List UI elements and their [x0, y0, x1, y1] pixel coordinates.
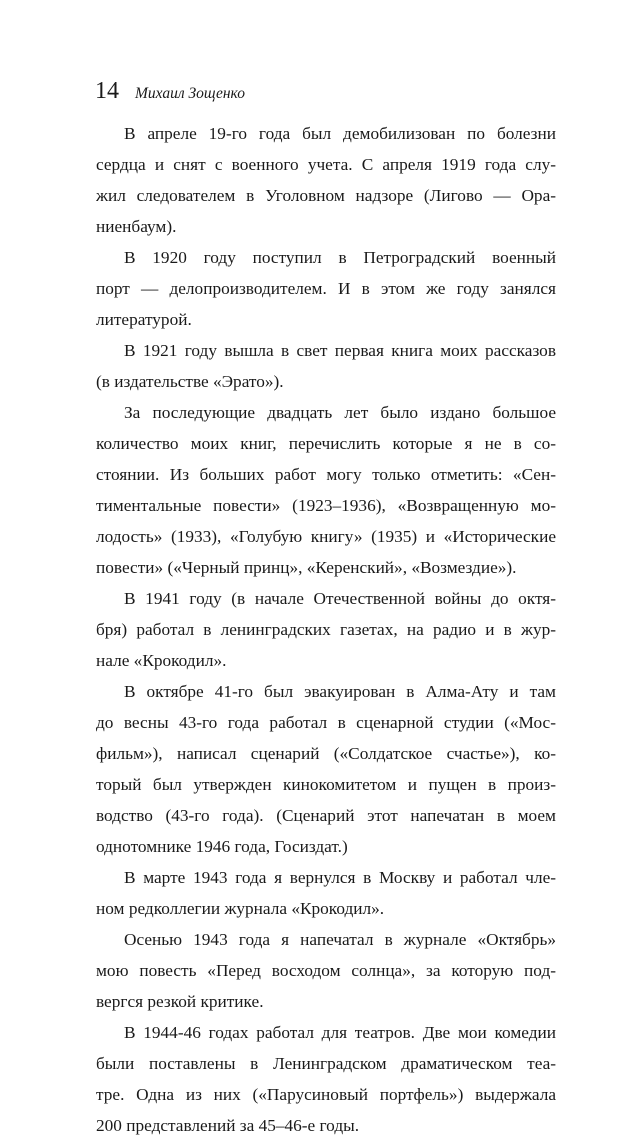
- text-line: литературой.: [96, 310, 192, 329]
- text-line: порт — делопроизводителем. И в этом же году занялся: [96, 279, 556, 298]
- text-line: В марте 1943 года я вернулся в Москву и работал чле-: [124, 868, 556, 887]
- text-line: За последующие двадцать лет было издано большое: [124, 403, 556, 422]
- paragraph: [96, 583, 556, 676]
- paragraph: [96, 924, 556, 1017]
- text-line: сердца и снят с военного учета. С апреля 1919 года слу-: [96, 155, 556, 174]
- text-line: (в издательстве «Эрато»).: [96, 372, 284, 391]
- text-line: Осенью 1943 года я напечатал в журнале «Октябрь»: [124, 930, 556, 949]
- text-line: мою повесть «Перед восходом солнца», за которую под-: [96, 961, 556, 980]
- page-header: [95, 76, 245, 106]
- paragraph: [96, 118, 556, 242]
- text-line: В апреле 19-го года был демобилизован по болезни: [124, 124, 556, 143]
- text-line: тре. Одна из них («Парусиновый портфель») выдержала: [96, 1085, 556, 1104]
- paragraph: [96, 242, 556, 335]
- text-line: фильм»), написал сценарий («Солдатское счастье»), ко-: [96, 744, 556, 763]
- page-number: 14: [95, 78, 119, 104]
- text-line: вергся резкой критике.: [96, 992, 264, 1011]
- text-line: В 1944-46 годах работал для театров. Две мои комедии: [124, 1023, 556, 1042]
- text-line: были поставлены в Ленинградском драматическом теа-: [96, 1054, 556, 1073]
- text-line: В 1920 году поступил в Петроградский военный: [124, 248, 556, 267]
- text-line: торый был утвержден кинокомитетом и пущен в произ-: [96, 775, 556, 794]
- text-line: повести» («Черный принц», «Керенский», «Возмездие»).: [96, 558, 517, 577]
- text-line: количество моих книг, перечислить которые я не в со-: [96, 434, 556, 453]
- text-line: жил следователем в Уголовном надзоре (Лигово — Ора-: [96, 186, 556, 205]
- text-line: водство (43-го года). (Сценарий этот напечатан в моем: [96, 806, 556, 825]
- paragraph: [96, 862, 556, 924]
- text-line: В октябре 41-го был эвакуирован в Алма-Ату и там: [124, 682, 556, 701]
- text-line: лодость» (1933), «Голубую книгу» (1935) и «Исторические: [96, 527, 556, 546]
- text-line: ниенбаум).: [96, 217, 177, 236]
- text-line: однотомнике 1946 года, Госиздат.): [96, 837, 348, 856]
- text-line: бря) работал в ленинградских газетах, на радио и в жур-: [96, 620, 556, 639]
- paragraph: [96, 1017, 556, 1141]
- text-line: ном редколлегии журнала «Крокодил».: [96, 899, 385, 918]
- text-line: до весны 43-го года работал в сценарной студии («Мос-: [96, 713, 556, 732]
- paragraph: [96, 676, 556, 862]
- text-line: нале «Крокодил».: [96, 651, 227, 670]
- running-head-author: Михаил Зощенко: [135, 85, 245, 102]
- paragraph: [96, 397, 556, 583]
- text-line: В 1941 году (в начале Отечественной войны до октя-: [124, 589, 556, 608]
- text-line: тиментальные повести» (1923–1936), «Возвращенную мо-: [96, 496, 556, 515]
- paragraph: [96, 335, 556, 397]
- text-line: В 1921 году вышла в свет первая книга моих рассказов: [124, 341, 556, 360]
- text-line: стоянии. Из больших работ могу только отметить: «Сен-: [96, 465, 556, 484]
- text-line: 200 представлений за 45–46-е годы.: [96, 1116, 360, 1135]
- body-text: [96, 118, 556, 1141]
